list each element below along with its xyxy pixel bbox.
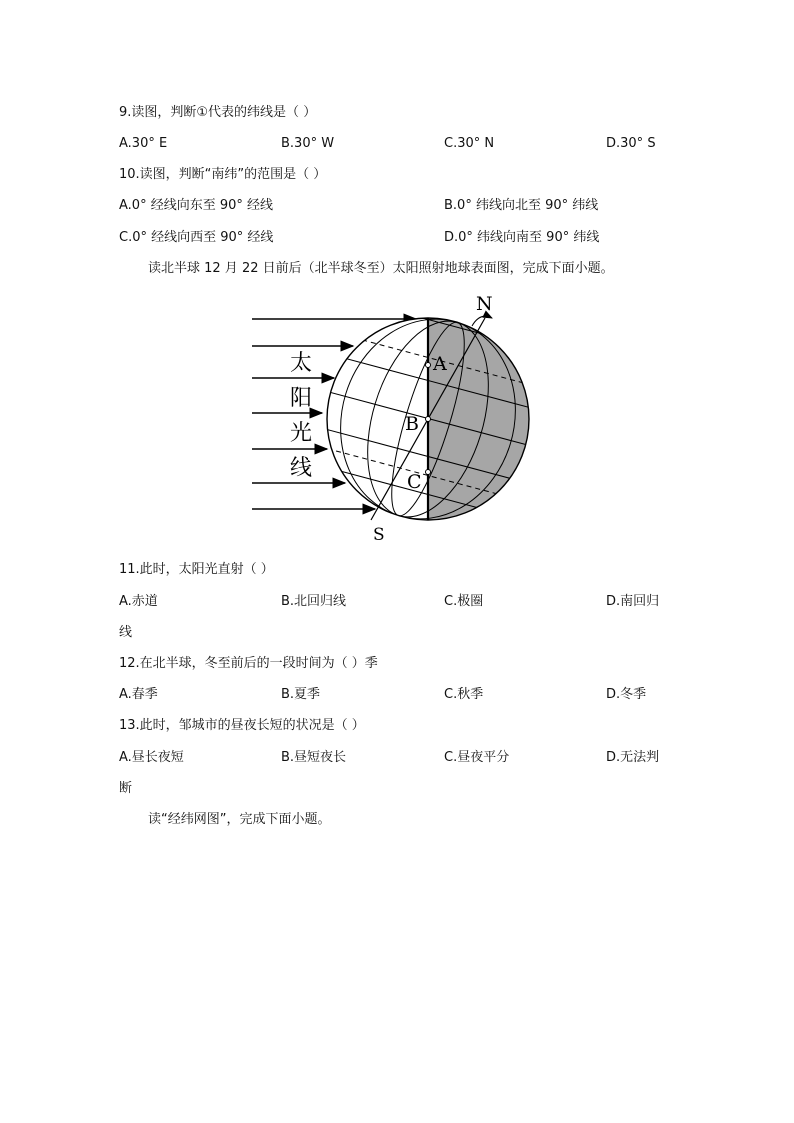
point-c-label: C (407, 471, 422, 493)
q11-option-d: D.南回归 (606, 594, 660, 609)
north-pole-label: N (476, 293, 493, 315)
q11-option-b: B.北回归线 (281, 594, 347, 609)
q12-option-d: D.冬季 (606, 687, 647, 702)
earth-illumination-svg (250, 292, 540, 544)
intro-latlon-grid: 读“经纬网图”，完成下面小题。 (148, 812, 331, 827)
q11-stem: 11.此时，太阳光直射（ ） (119, 562, 274, 577)
q13-option-a: A.昼长夜短 (119, 750, 184, 765)
q13-option-d-wrap: 断 (119, 781, 133, 796)
q11-option-a: A.赤道 (119, 594, 158, 609)
intro-earth-illumination: 读北半球 12 月 22 日前后（北半球冬至）太阳照射地球表面图，完成下面小题。 (148, 261, 614, 276)
q13-option-b: B.昼短夜长 (281, 750, 347, 765)
q13-option-d: D.无法判 (606, 750, 660, 765)
point-b-label: B (405, 413, 419, 435)
point-b-marker (426, 417, 431, 422)
sun-label-char-2: 阳 (290, 386, 313, 411)
q12-stem: 12.在北半球，冬至前后的一段时间为（ ）季 (119, 656, 378, 671)
q12-option-c: C.秋季 (444, 687, 484, 702)
q10-option-a: A.0° 经线向东至 90° 经线 (119, 198, 274, 213)
q10-option-d: D.0° 纬线向南至 90° 纬线 (444, 230, 600, 245)
q10-option-b: B.0° 纬线向北至 90° 纬线 (444, 198, 599, 213)
q12-option-a: A.春季 (119, 687, 158, 702)
q9-option-c: C.30° N (444, 136, 495, 151)
sun-label-char-4: 线 (290, 456, 313, 481)
q9-stem: 9.读图，判断①代表的纬线是（ ） (119, 105, 317, 120)
q10-option-c: C.0° 经线向西至 90° 经线 (119, 230, 274, 245)
south-pole-label: S (373, 525, 385, 544)
q9-option-b: B.30° W (281, 136, 335, 151)
q9-option-a: A.30° E (119, 136, 168, 151)
q13-stem: 13.此时，邹城市的昼夜长短的状况是（ ） (119, 718, 365, 733)
earth-illumination-diagram (250, 292, 540, 544)
sun-label-char-1: 太 (290, 351, 313, 376)
q10-stem: 10.读图，判断“南纬”的范围是（ ） (119, 167, 327, 182)
q12-option-b: B.夏季 (281, 687, 321, 702)
point-c-marker (426, 470, 431, 475)
q9-option-d: D.30° S (606, 136, 656, 151)
q13-option-c: C.昼夜平分 (444, 750, 510, 765)
q11-option-c: C.极圈 (444, 594, 484, 609)
q11-option-d-wrap: 线 (119, 625, 133, 640)
point-a-label: A (433, 353, 447, 375)
sun-label-char-3: 光 (290, 421, 313, 446)
night-side (428, 312, 538, 526)
point-a-marker (426, 363, 431, 368)
